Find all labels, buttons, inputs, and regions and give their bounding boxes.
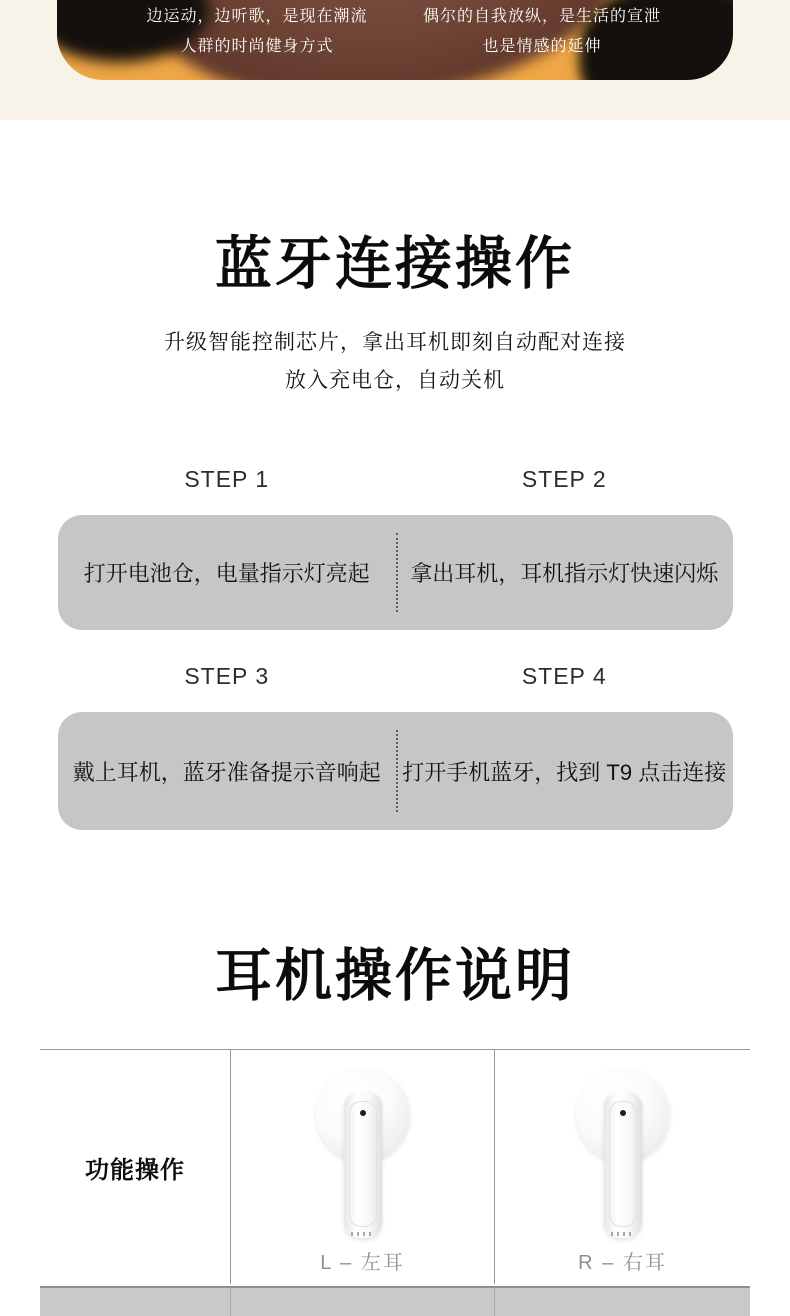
earbud-stem-outline [609,1101,637,1227]
table-cell-right-earbud [494,1050,750,1284]
step-labels-row-1 [58,466,733,493]
hero-caption-right [377,2,707,62]
step-labels-row-2 [58,663,733,690]
bluetooth-subtitle-line2: 放入充电仓，自动关机 [285,369,505,392]
operation-table [40,1049,750,1316]
earbud-left-illustration [288,1068,438,1240]
step-1-label: STEP 1 [184,466,270,492]
bluetooth-section-title: 蓝牙连接操作 [215,232,575,296]
hero-caption-left-line2: 人群的时尚健身方式 [180,38,334,55]
earbud-indicator-dot [620,1110,626,1116]
step-1-text: 打开电池仓，电量指示灯亮起 [83,561,370,586]
bluetooth-subtitle-line1: 升级智能控制芯片，拿出耳机即刻自动配对连接 [164,331,626,354]
hero-image [57,0,733,80]
table-row-header: 功能操作 [85,1156,185,1184]
earbud-left-label: L – 左耳 [320,1252,405,1274]
table-next-row-cell [230,1288,494,1316]
step-box-2 [58,712,733,830]
hero-caption-left-line1: 边运动，边听歌，是现在潮流 [146,8,368,25]
hero-caption-right-line1: 偶尔的自我放纵，是生活的宣泄 [422,8,661,25]
step-4-label: STEP 4 [521,663,607,689]
earbud-indicator-dot [360,1110,366,1116]
step-4-text: 打开手机蓝牙，找到 T9 点击连接 [402,759,727,785]
bluetooth-section-subtitle [0,324,790,400]
dotted-divider [396,533,398,612]
table-next-row-cell [494,1288,750,1316]
earbud-right-label: R – 右耳 [578,1252,667,1274]
table-row [40,1050,750,1284]
step-2-text: 拿出耳机，耳机指示灯快速闪烁 [410,561,719,586]
step-3-text: 戴上耳机，蓝牙准备提示音响起 [72,759,381,785]
earbud-stem-outline [349,1101,377,1227]
earbud-mic-grill [351,1232,375,1236]
dotted-divider [396,730,398,812]
step-3-label: STEP 3 [184,663,270,689]
step-box-1 [58,515,733,630]
operation-section-title: 耳机操作说明 [215,944,575,1008]
step-2-label: STEP 2 [521,466,607,492]
hero-caption-right-line2: 也是情感的延伸 [482,38,602,55]
table-cell-left-earbud [230,1050,494,1284]
earbud-mic-grill [611,1232,635,1236]
earbud-right-illustration [548,1068,698,1240]
table-next-row-cell [40,1288,230,1316]
table-next-row-header [40,1286,750,1316]
